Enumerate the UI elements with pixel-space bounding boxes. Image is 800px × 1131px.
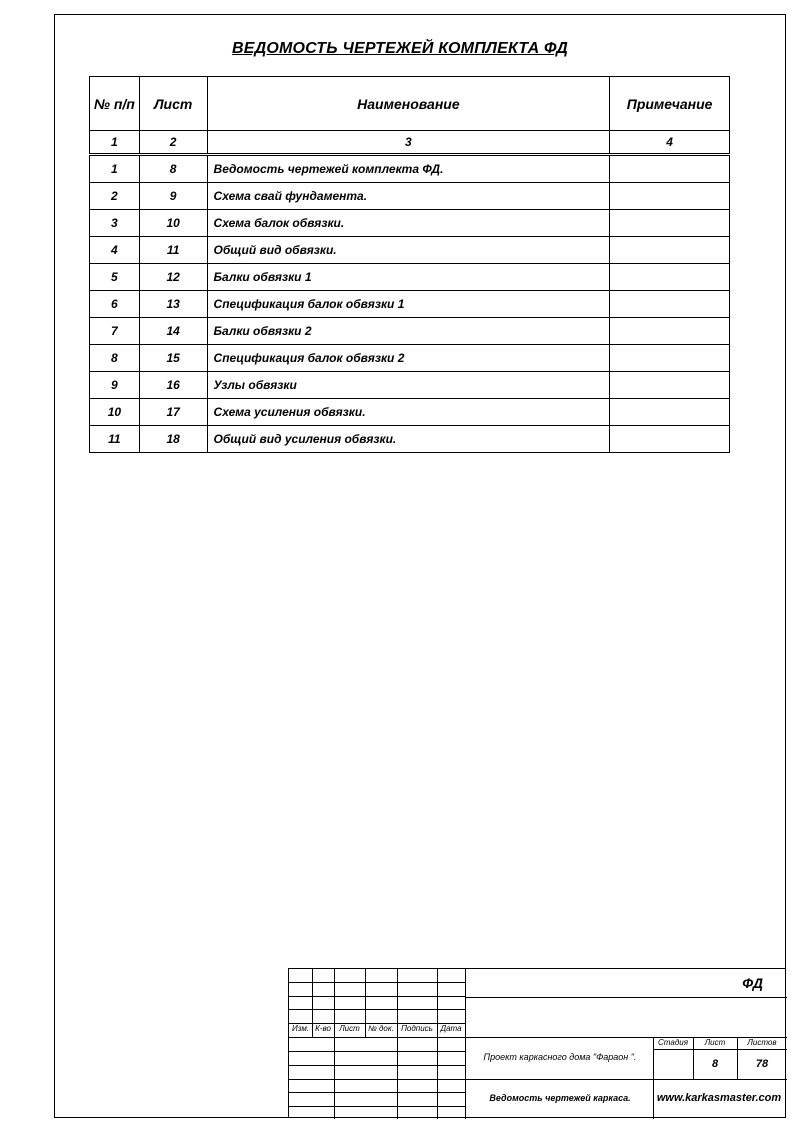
row-name: Схема балок обвязки. xyxy=(207,210,610,237)
table-row xyxy=(90,264,730,291)
row-note xyxy=(610,264,730,291)
column-numbers-row xyxy=(90,131,730,155)
row-note xyxy=(610,237,730,264)
table-row xyxy=(90,183,730,210)
row-sheet: 9 xyxy=(139,183,207,210)
document-code: ФД xyxy=(742,975,763,991)
stage-label: Стадия xyxy=(658,1038,688,1047)
column-number: 2 xyxy=(139,131,207,155)
row-name: Ведомость чертежей комплекта ФД. xyxy=(207,155,610,183)
row-sheet: 17 xyxy=(139,399,207,426)
table-row xyxy=(90,399,730,426)
header-sheet: Лист xyxy=(139,77,207,131)
row-note xyxy=(610,426,730,453)
project-name: Проект каркасного дома "Фараон ". xyxy=(483,1052,637,1062)
label-sheet: Лист xyxy=(339,1024,360,1033)
row-sheet: 8 xyxy=(139,155,207,183)
row-name: Спецификация балок обвязки 2 xyxy=(207,345,610,372)
row-note xyxy=(610,291,730,318)
row-name: Балки обвязки 2 xyxy=(207,318,610,345)
table-header-row xyxy=(90,77,730,131)
table-row xyxy=(90,155,730,183)
column-number: 3 xyxy=(207,131,610,155)
row-number: 4 xyxy=(90,237,140,264)
row-number: 2 xyxy=(90,183,140,210)
row-number: 9 xyxy=(90,372,140,399)
row-sheet: 14 xyxy=(139,318,207,345)
title-block xyxy=(288,968,786,1118)
header-note: Примечание xyxy=(610,77,730,131)
row-sheet: 12 xyxy=(139,264,207,291)
row-number: 1 xyxy=(90,155,140,183)
label-document: № док. xyxy=(368,1024,394,1033)
row-sheet: 11 xyxy=(139,237,207,264)
label-date: Дата xyxy=(440,1024,462,1033)
label-quantity: К-во xyxy=(315,1024,331,1033)
row-name: Схема свай фундамента. xyxy=(207,183,610,210)
row-sheet: 16 xyxy=(139,372,207,399)
row-number: 6 xyxy=(90,291,140,318)
row-note xyxy=(610,210,730,237)
row-number: 7 xyxy=(90,318,140,345)
row-note xyxy=(610,372,730,399)
sheets-label: Листов xyxy=(747,1038,777,1047)
row-note xyxy=(610,155,730,183)
row-number: 8 xyxy=(90,345,140,372)
row-note xyxy=(610,399,730,426)
row-number: 3 xyxy=(90,210,140,237)
row-name: Общий вид усиления обвязки. xyxy=(207,426,610,453)
row-number: 11 xyxy=(90,426,140,453)
sheets-value: 78 xyxy=(755,1058,769,1070)
row-name: Схема усиления обвязки. xyxy=(207,399,610,426)
row-note xyxy=(610,318,730,345)
row-name: Общий вид обвязки. xyxy=(207,237,610,264)
sheet-value: 8 xyxy=(711,1058,719,1070)
header-name: Наименование xyxy=(207,77,610,131)
column-number: 4 xyxy=(610,131,730,155)
label-change: Изм. xyxy=(291,1024,310,1033)
sheet-label: Лист xyxy=(704,1038,726,1047)
row-sheet: 13 xyxy=(139,291,207,318)
row-note xyxy=(610,345,730,372)
row-name: Узлы обвязки xyxy=(207,372,610,399)
label-signature: Подпись xyxy=(401,1024,433,1033)
table-row xyxy=(90,237,730,264)
row-number: 5 xyxy=(90,264,140,291)
table-row xyxy=(90,291,730,318)
row-name: Спецификация балок обвязки 1 xyxy=(207,291,610,318)
header-number: № п/п xyxy=(90,77,140,131)
sheet-title: Ведомость чертежей каркаса. xyxy=(489,1093,631,1103)
row-number: 10 xyxy=(90,399,140,426)
website: www.karkasmaster.com xyxy=(656,1092,782,1104)
table-row xyxy=(90,345,730,372)
document-title: ВЕДОМОСТЬ ЧЕРТЕЖЕЙ КОМПЛЕКТА ФД xyxy=(231,40,569,57)
row-sheet: 15 xyxy=(139,345,207,372)
table-row xyxy=(90,210,730,237)
row-sheet: 18 xyxy=(139,426,207,453)
row-note xyxy=(610,183,730,210)
row-name: Балки обвязки 1 xyxy=(207,264,610,291)
table-row xyxy=(90,318,730,345)
column-number: 1 xyxy=(90,131,140,155)
table-row xyxy=(90,426,730,453)
drawings-table xyxy=(89,76,730,453)
row-sheet: 10 xyxy=(139,210,207,237)
table-row xyxy=(90,372,730,399)
